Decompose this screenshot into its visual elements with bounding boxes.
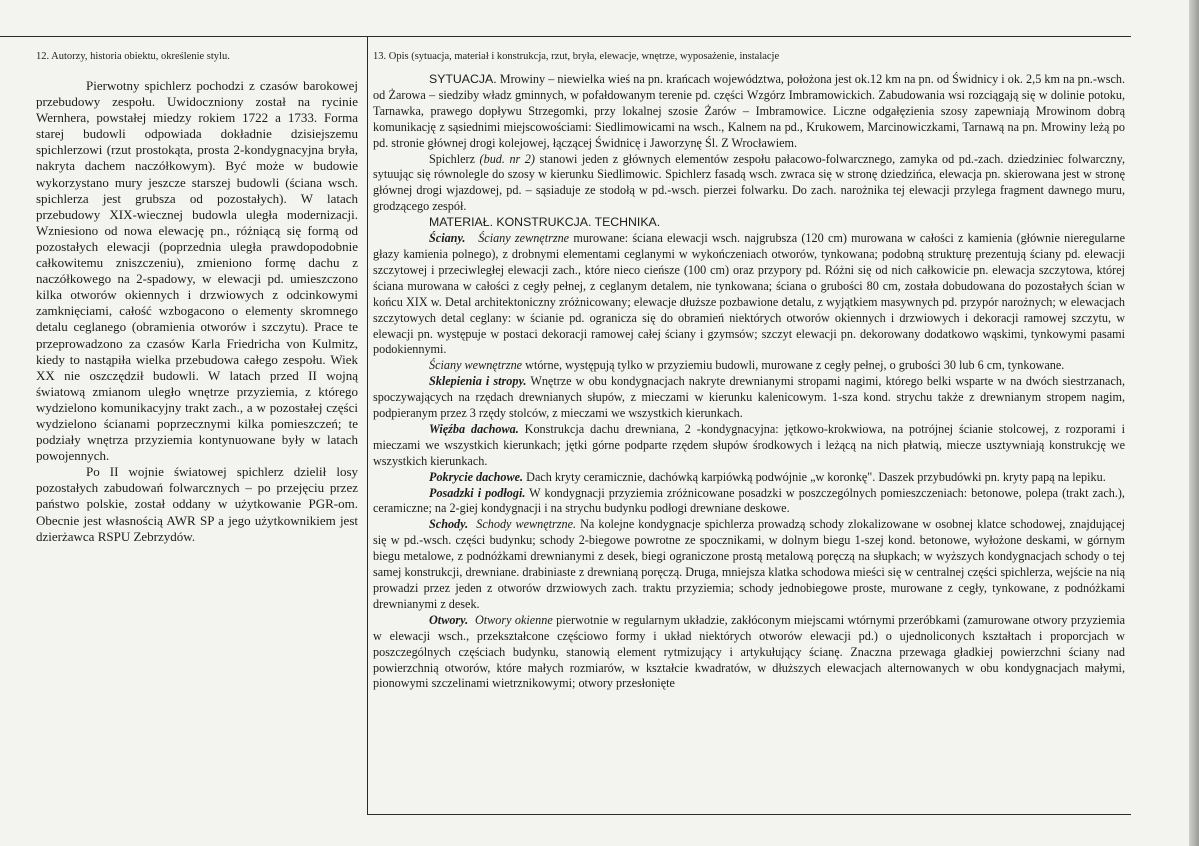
right-column — [373, 50, 1125, 692]
sklepienia-text: Wnętrze w obu kondygnacjach nakryte drewnianymi stropami nagimi, którego belki wsparte w na dwóch siestrzanach, spoczywających na rzędach drewnianych słupów, z mieczami w kierunku kalenicowym. 1-sza kond. strychu także z drewnianym stropem nagim, podpieranym przez 3 rzędy stolców, z mieczami we wszystkich kierunkach. — [373, 374, 1126, 421]
section-12-body — [36, 78, 358, 545]
posadzki-text: W kondygnacji przyziemia zróżnicowane posadzki w poszczególnych pomieszczeniach: betonowe, polepa (trakt zach.), ceramiczne; na 2-giej kondygnacji i na strychu budynku podłogi drewniane deskowe. — [373, 485, 1125, 516]
schody-paragraph — [373, 517, 1125, 612]
sklepienia-label: Sklepienia i stropy. — [429, 374, 527, 389]
sciany-paragraph — [373, 231, 1125, 358]
wiezba-label: Więźba dachowa. — [429, 421, 519, 436]
history-paragraph-2: Po II wojnie światowej spichlerz dzielił losy pozostałych zabudowań folwarcznych – po przejęciu przez państwo polskie, został oddany w użytkowanie PGR-om. Obecnie jest własnością AWR SP a jego użytkownikiem jest dzierżawca RSPU Zebrzydów. — [36, 464, 358, 544]
wewnetrzne-paragraph — [373, 358, 1125, 374]
section-12-heading: 12. Autorzy, historia obiektu, określenie stylu. — [36, 51, 230, 62]
left-column — [36, 50, 358, 545]
posadzki-label: Posadzki i podłogi. — [429, 485, 526, 500]
otwory-sub: Otwory okienne — [474, 612, 553, 627]
otwory-text: pierwotnie w regularnym układzie, zakłóconym miejscami wtórnymi przeróbkami (zamurowane otwory przyziemia w elewacji wsch., przekształcone częściowo formy i układ niektórych otworów elewacji pd.) o ujednoliconych kształtach i proporcjach w poszczególnych częściach budynku, stanowią element rytmizujący i artykułujący ścianę. Znaczna przewaga gładkiej powierzchni ściany nad powierzchnią otworów, które małych rozmiarów, w kształcie kwadratów, w dłuższych elewacjach alternowanych w obu kondygnacjach małymi, pionowymi szczelinami wietrznikowymi; otwory przesłonięte — [373, 612, 1125, 691]
pokrycie-paragraph — [373, 470, 1125, 486]
sciany-label: Ściany. — [429, 231, 466, 246]
page-edge-shadow — [1189, 0, 1199, 846]
wewnetrzne-text: wtórne, występują tylko w przyziemiu budowli, murowane z cegły pełnej, o grubości 30 lub 6 cm, tynkowane. — [522, 358, 1065, 373]
sytuacja-paragraph — [373, 72, 1125, 152]
wiezba-paragraph — [373, 422, 1125, 470]
section-13-heading: 13. Opis (sytuacja, materiał i konstrukcja, rzut, bryła, elewacje, wnętrze, wyposażenie, instalacje — [373, 51, 780, 62]
top-rule — [0, 36, 1131, 37]
material-label: MATERIAŁ. KONSTRUKCJA. TECHNIKA. — [429, 215, 661, 230]
otwory-paragraph — [373, 613, 1125, 693]
spichlerz-paragraph — [373, 152, 1125, 216]
posadzki-paragraph — [373, 486, 1125, 518]
sciany-sub: Ściany zewnętrzne — [478, 231, 570, 246]
bottom-rule — [367, 814, 1131, 815]
history-paragraph-1: Pierwotny spichlerz pochodzi z czasów barokowej przebudowy zespołu. Uwidoczniony został na rycinie Wernhera, powstałej miedzy rokiem 1722 a 1733. Forma starej budowli odpowiada dokładnie dzisiejszemu spichlerzowi (rzut prostokąta, prosta 2-kondygnacyjna bryła, nakryta dachem naczółkowym). Być może w budowie wykorzystano mury jeszcze starszej budowli (ściana wsch. spichlerza jest grubsza od pozostałych). W latach przebudowy XIX-wiecznej budowla uległa modernizacji. Wzniesiono od nowa elewację pn., różniącą się formą od pozostałych elewacji (poprzednia uległa prawdopodobnie całkowitemu zniszczeniu), zmieniono formę dachu z naczółkowego na 2-spadowy, w elewacji pd. umieszczono kilka otworów okiennych i drzwiowych z odcinkowymi zamknięciami, całość wzbogacono o elementy skromnego detalu ceglanego (obramienia otworów i szczytu). Prace te przeprowadzono za czasów Karla Friedricha von Kulmitz, kiedy to nastąpiła wielka przebudowa całego zespołu. Wiek XX nie oszczędził budowli. W latach przed II wojną światową zmianom uległo wnętrze przyziemia, z którego wydzielono komunikacyjny trakt zach., a w pozostałej części wydzielono ścianami poprzecznymi kilka pomieszczeń; te podziały wnętrza przyziemia kontynuowane były w latach powojennych. — [36, 78, 358, 464]
pokrycie-text: Dach kryty ceramicznie, dachówką karpiówką podwójnie „w koronkę". Daszek przybudówki pn. kryty papą na lepiku. — [523, 469, 1106, 484]
column-divider — [367, 36, 368, 814]
sklepienia-paragraph — [373, 374, 1125, 422]
section-13-body — [373, 72, 1125, 692]
building-number: (bud. nr 2) — [479, 151, 535, 166]
sytuacja-label: SYTUACJA. — [429, 72, 497, 86]
sciany-text: murowane: ściana elewacji wsch. najgrubsza (120 cm) murowana w całości z kamienia (głównie nieregularne głazy kamienia polnego), z drobnymi elementami ceglanymi w wykończeniach otworów, tynkowana; podobną strukturę prezentują ściany pd. elewacji szczytowej i przeciwległej elewacji zach., które nieco cieńsze (100 cm) oraz przypory pd. Różni się od nich całkowicie pn. elewacja szczytowa, której ściana murowana w całości z cegły pełnej, z ceglanym detalem, nie tynkowana; ściana o grubości 80 cm, została dobudowana do pozostałych ścian w końcu XIX w. Detal architektoniczny zróżnicowany; elewacje dłuższe pozbawione detalu, z wyjątkiem masywnych pd. przypór narożnych; w elewacjach szczytowych detal ceglany: w ścianie pd. ogranicza się do obramień niektórych otworów okiennych i drzwiowych i dekoracji ramowej szczytu, w elewacji pn. występuje w postaci dekoracji ramowej całej ściany i gzymsów; szczyt elewacji pn. dekorowany dodatkowo wąskimi, tynkowymi pasami podokiennymi. — [373, 231, 1125, 357]
schody-text: Na kolejne kondygnacje spichlerza prowadzą schody zlokalizowane w osobnej klatce schodowej, znajdującej się w pd.-wsch. części budynku; schody 2-biegowe powrotne ze spocznikami, w dolnym biegu 1-szej kond. betonowe, wyłożone deskami, w górnym biegu metalowe, z podnóżkami drewnianymi z desek, biegi ograniczone prostą metalową poręczą na słupkach; w wyższych kondygnacjach schody o tej samej konstrukcji, drewniane. drabiniaste z drewnianą poręczą. Druga, mniejsza klatka schodowa mieści się w centralnej części spichlerza, wejście na nią prowadzi przez jeden z otworów drzwiowych zach. traktu przyziemia; schody jednobiegowe proste, murowane z cegły, tynkowane, z podnóżkami drewnianymi z desek. — [373, 517, 1125, 611]
pokrycie-label: Pokrycie dachowe. — [429, 469, 524, 484]
schody-label: Schody. — [429, 517, 469, 532]
wiezba-text: Konstrukcja dachu drewniana, 2 -kondygnacyjna: jętkowo-krokwiowa, na potrójnej ścianie stolcowej, z rozporami i mieczami we wszystkich kierunkach; jętki górne podparte rzędem słupów środkowych i leżącą na nich płatwią, miecze usztywniają konstrukcję we wszystkich kierunkach. — [373, 421, 1125, 468]
wewnetrzne-sub: Ściany wewnętrzne — [429, 358, 523, 373]
sytuacja-text: Mrowiny – niewielka wieś na pn. krańcach województwa, położona jest ok.12 km na pn. od Świdnicy i ok. 2,5 km na pn.-wsch. od Żarowa – siedziby władz gminnych, w pofałdowanym terenie pd. części Wzgórz Imbramowickich. Zabudowania wsi rozciągają się w dolinie potoku, Tarnawka, prawego dopływu Strzegomki, przy lokalnej szosie Żarów – Imbramowice. Liczne odgałęzienia szosy zapewniają Mrowinom dobrą komunikację z sąsiednimi miejscowościami: Siedlimowicami na wsch., Kalnem na pd., Krukowem, Marcinowiczkami, Tarnawą na pn. Mrowiny leżą po pd. stronie głównej drogi kolejowej, łączącej Świdnicę i Jaworzynę Śl. Z Wrocławiem. — [373, 72, 1125, 150]
schody-sub: Schody wewnętrzne. — [476, 517, 577, 532]
spichlerz-text-b: stanowi jeden z głównych elementów zespołu pałacowo-folwarcznego, zamyka od pd.-zach. dziedziniec folwarczny, sytuując się równolegle do szosy w kierunku Siedlimowic. Spichlerz fasadą wsch. zwraca się w stronę dziedzińca, elewacja pn. skierowana jest w stronę głównej drogi wjazdowej, pd. – sąsiaduje ze stodołą w pd.-wsch. pierzei folwarku. Do zach. narożnika tej elewacji przylega fragment dawnego muru, grodzącego zespół. — [373, 151, 1125, 214]
spichlerz-text-a: Spichlerz — [429, 151, 480, 166]
otwory-label: Otwory. — [429, 612, 469, 627]
material-heading — [373, 215, 1125, 231]
